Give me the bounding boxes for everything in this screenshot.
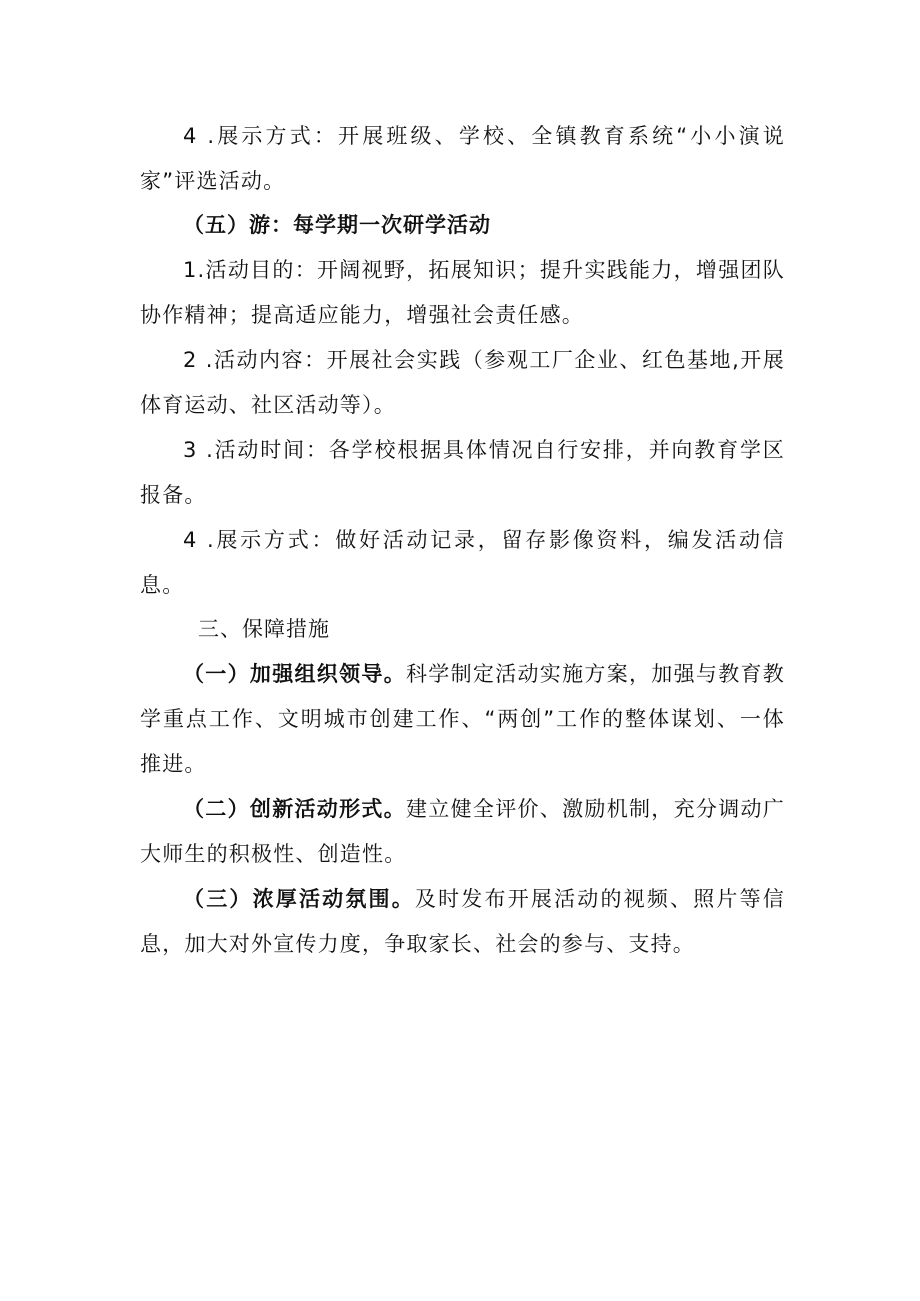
paragraph-activity-content: 2 .活动内容：开展社会实践（参观工厂企业、红色基地,开展体育运动、社区活动等）。	[140, 348, 785, 417]
paragraph-display-method-record: 4 .展示方式：做好活动记录，留存影像资料，编发活动信息。	[140, 528, 785, 597]
measure-body-innovation: 建立健全评价、激励机制，充分调动广大师生的积极性、创造性。	[140, 797, 785, 866]
measure-body-atmosphere: 及时发布开展活动的视频、照片等信息，加大对外宣传力度，争取家长、社会的参与、支持。	[140, 887, 785, 956]
measure-title-organization: （一）加强组织领导。	[183, 662, 406, 686]
section-heading-study-tour: （五）游：每学期一次研学活动	[183, 213, 491, 237]
paragraph-measure-organization	[140, 652, 785, 787]
paragraph-display-method-speech: 4 .展示方式：开展班级、学校、全镇教育系统“小小演说家”评选活动。	[140, 124, 785, 193]
measure-body-organization: 科学制定活动实施方案，加强与教育教学重点工作、文明城市创建工作、“两创”工作的整体谋划、一体推进。	[140, 662, 785, 776]
paragraph-measure-atmosphere	[140, 877, 785, 967]
paragraph-measure-innovation	[140, 787, 785, 877]
measure-title-innovation: （二）创新活动形式。	[183, 797, 406, 821]
measure-title-atmosphere: （三）浓厚活动氛围。	[183, 887, 415, 911]
section-heading-safeguards: 三、保障措施	[198, 617, 330, 641]
paragraph-activity-purpose: 1.活动目的：开阔视野，拓展知识；提升实践能力，增强团队协作精神；提高适应能力，增强社会责任感。	[140, 258, 785, 327]
paragraph-activity-time: 3 .活动时间：各学校根据具体情况自行安排，并向教育学区报备。	[140, 438, 785, 507]
